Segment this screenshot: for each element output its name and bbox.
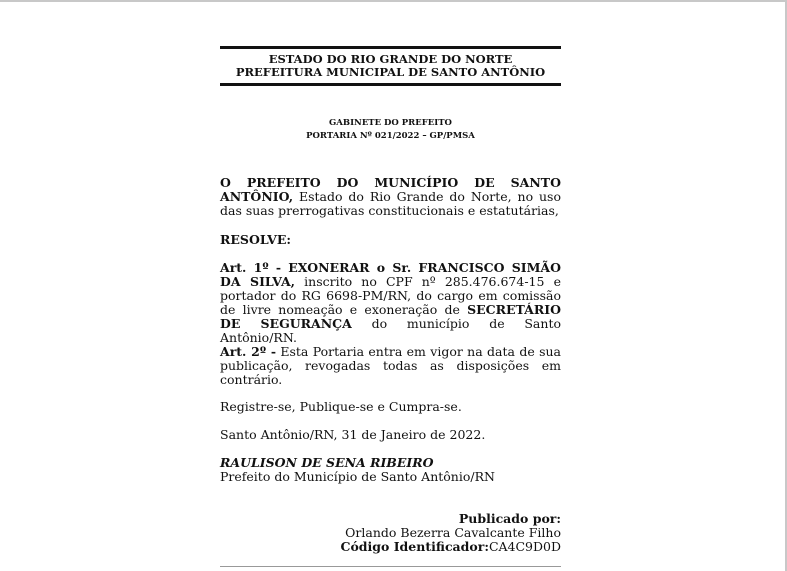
header-bottom-rule <box>220 83 561 86</box>
article-1-text-end: do município de Santo Antônio/RN. <box>220 316 561 345</box>
signatory-title: Prefeito do Município de Santo Antônio/RN <box>220 469 495 484</box>
ordinance-number: PORTARIA Nº 021/2022 – GP/PMSA <box>306 131 475 141</box>
viewer-top-border <box>0 0 787 2</box>
intro-rest: Estado do Rio Grande do Norte, no uso das suas prerrogativas constitucionais e estatutárias, <box>220 189 561 218</box>
identifier-code-line <box>220 540 561 554</box>
article-2-text: Esta Portaria entra em vigor na data de sua publicação, revogadas todas as disposições em contrário. <box>220 344 561 387</box>
article-1-role: SECRETÁRIO DE SEGURANÇA <box>220 302 561 331</box>
footer-rule <box>220 566 561 567</box>
header-city-hall: PREFEITURA MUNICIPAL DE SANTO ANTÔNIO <box>235 65 546 79</box>
article-2-lead: Art. 2º - <box>220 344 277 359</box>
office-title: GABINETE DO PREFEITO <box>329 118 452 128</box>
resolve-heading: RESOLVE: <box>220 232 291 247</box>
article-2 <box>220 345 561 387</box>
article-1 <box>220 261 561 345</box>
published-by-label: Publicado por: <box>458 511 561 526</box>
intro-lead: O PREFEITO DO MUNICÍPIO DE SANTO ANTÔNIO, <box>220 175 561 204</box>
article-1-text: inscrito no CPF nº 285.476.674-15 e portador do RG 6698-PM/RN, do cargo em comissão de livre nomeação e exoneração de <box>220 274 561 317</box>
closing-formula: Registre-se, Publique-se e Cumpra-se. <box>220 399 462 414</box>
signatory-name: RAULISON DE SENA RIBEIRO <box>220 455 434 470</box>
intro-paragraph <box>220 176 561 218</box>
header-top-rule <box>220 46 561 49</box>
article-1-lead: Art. 1º - EXONERAR o Sr. FRANCISCO SIMÃO DA SILVA, <box>220 260 561 289</box>
place-date: Santo Antônio/RN, 31 de Janeiro de 2022. <box>220 427 486 442</box>
identifier-code-label: Código Identificador: <box>340 539 489 554</box>
publisher-name: Orlando Bezerra Cavalcante Filho <box>345 525 561 540</box>
identifier-code: CA4C9D0D <box>488 539 561 554</box>
header-state: ESTADO DO RIO GRANDE DO NORTE <box>268 52 513 66</box>
